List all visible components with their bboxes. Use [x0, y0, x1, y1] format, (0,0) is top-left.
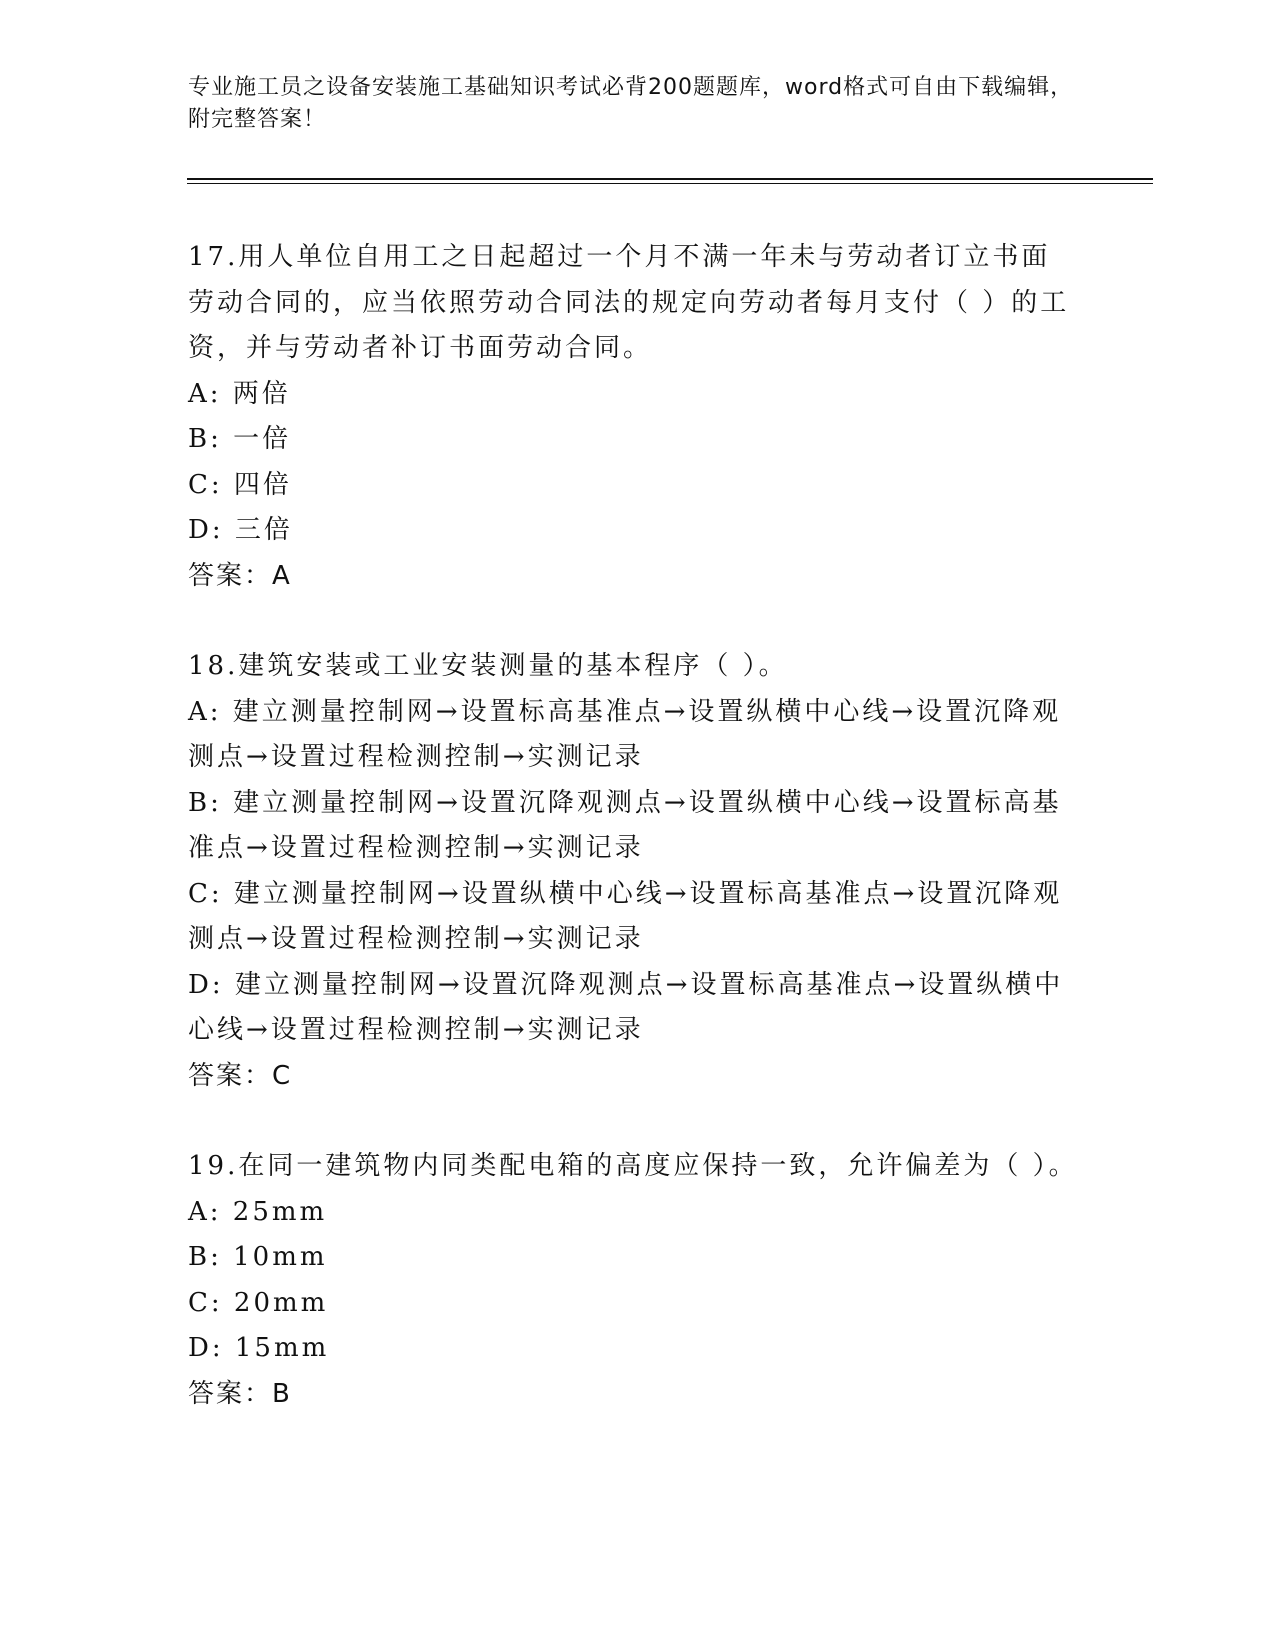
- option-a: A: 两倍: [188, 378, 291, 409]
- document-header: [188, 72, 1088, 136]
- option-b: B: 10mm: [188, 1242, 328, 1272]
- header-title: 专业施工员之设备安装施工基础知识考试必背200题题库，word格式可自由下载编辑，附完整答案！: [188, 75, 1074, 132]
- question-list: [188, 235, 1078, 1462]
- question-17: [188, 235, 1078, 599]
- answer: 答案：B: [188, 1378, 292, 1409]
- option-c: C: 四倍: [188, 469, 292, 500]
- option-d: D: 15mm: [188, 1333, 330, 1363]
- answer: 答案：A: [188, 560, 292, 591]
- option-a: A: 25mm: [188, 1196, 328, 1227]
- question-19: [188, 1144, 1078, 1417]
- question-18: [188, 644, 1078, 1099]
- option-c: C: 20mm: [188, 1287, 329, 1318]
- option-b: B: 一倍: [188, 424, 292, 454]
- option-d: D: 建立测量控制网→设置沉降观测点→设置标高基准点→设置纵横中心线→设置过程检测控制→实测记录: [188, 969, 1064, 1045]
- answer: 答案：C: [188, 1060, 293, 1091]
- question-stem: 19.在同一建筑物内同类配电箱的高度应保持一致，允许偏差为（ ）。: [188, 1151, 1078, 1181]
- option-d: D: 三倍: [188, 515, 293, 545]
- question-stem: 17.用人单位自用工之日起超过一个月不满一年未与劳动者订立书面劳动合同的，应当依照劳动合同法的规定向劳动者每月支付（ ）的工资，并与劳动者补订书面劳动合同。: [188, 242, 1070, 363]
- option-a: A: 建立测量控制网→设置标高基准点→设置纵横中心线→设置沉降观测点→设置过程检测控制→实测记录: [188, 696, 1062, 772]
- option-b: B: 建立测量控制网→设置沉降观测点→设置纵横中心线→设置标高基准点→设置过程检测控制→实测记录: [188, 787, 1062, 863]
- header-divider: [187, 178, 1153, 184]
- question-stem: 18.建筑安装或工业安装测量的基本程序（ ）。: [188, 651, 788, 681]
- option-c: C: 建立测量控制网→设置纵横中心线→设置标高基准点→设置沉降观测点→设置过程检测控制→实测记录: [188, 878, 1063, 954]
